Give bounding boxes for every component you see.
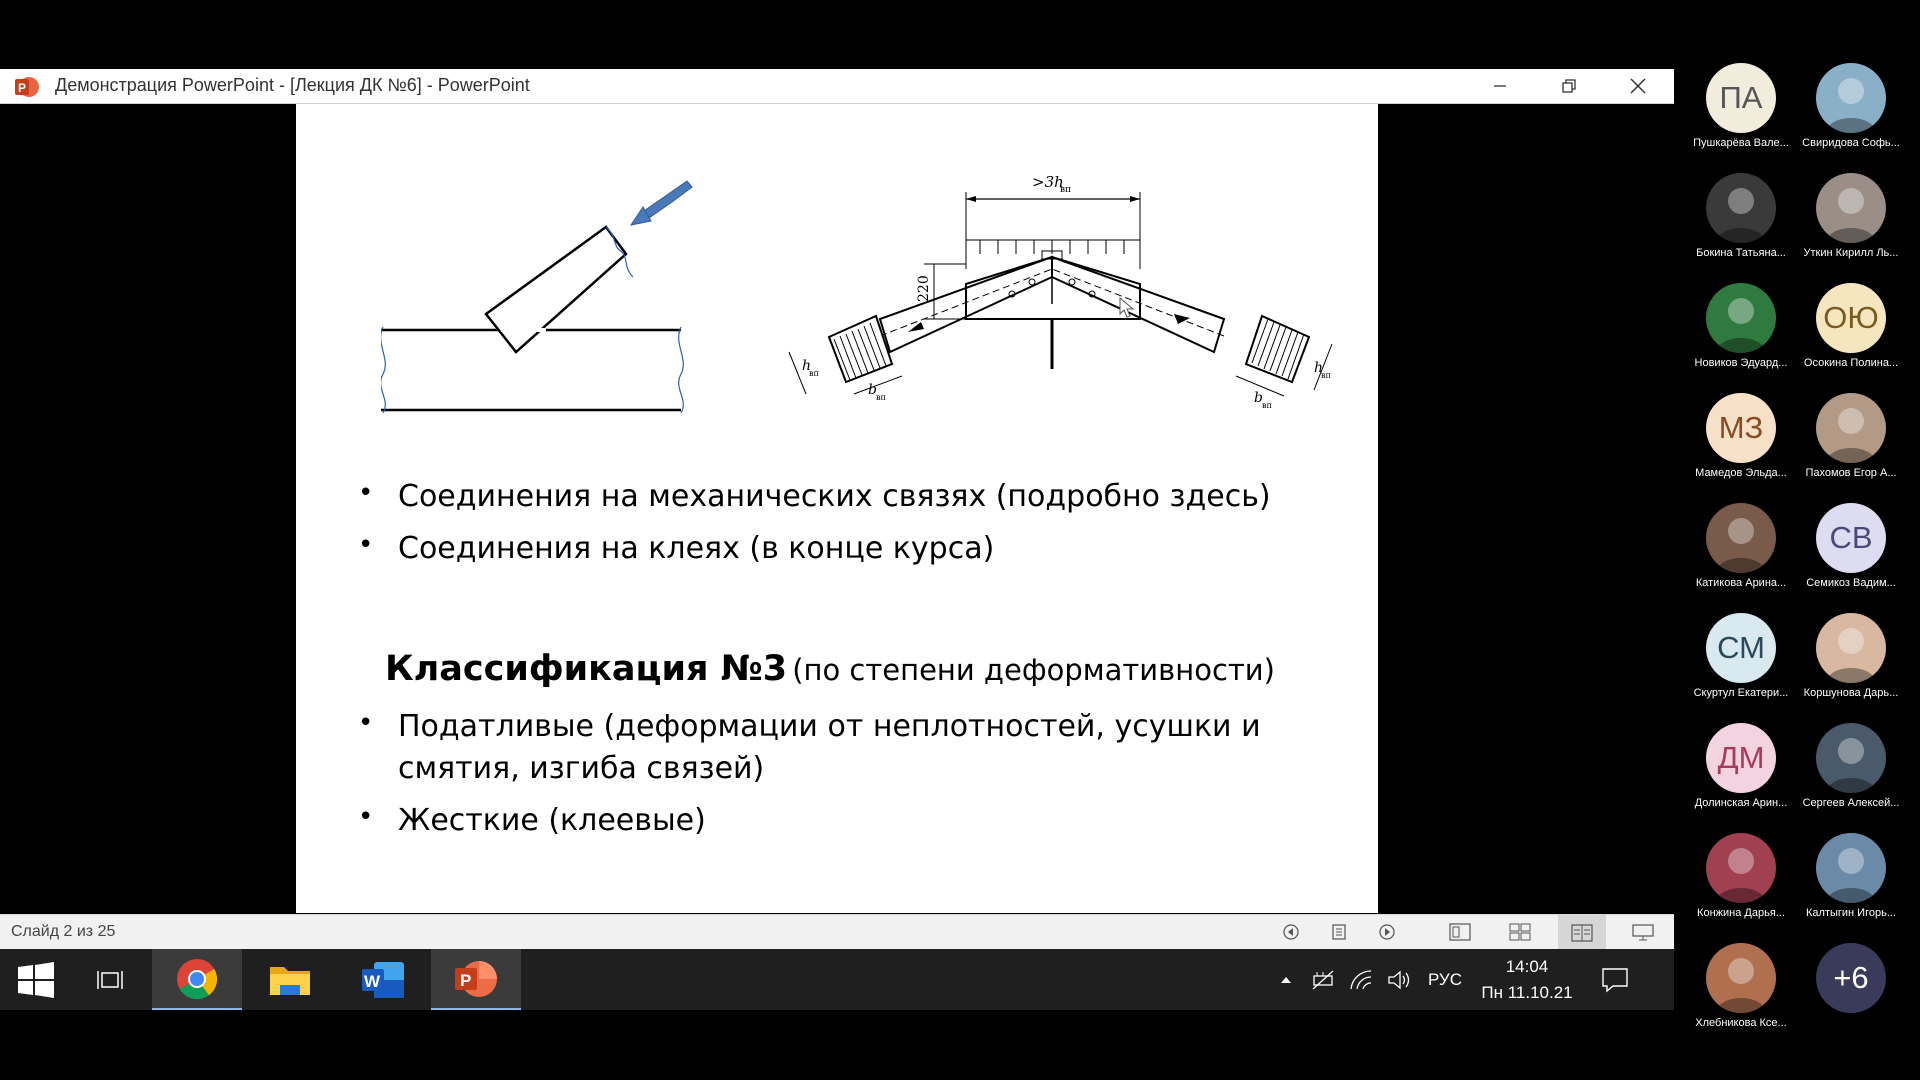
- powerpoint-window: [0, 69, 1674, 949]
- participant-initials: +6: [1833, 960, 1869, 995]
- windows-taskbar: [0, 949, 1674, 1010]
- restore-icon: [1561, 78, 1577, 94]
- participant-photo: [1816, 723, 1886, 793]
- language-indicator[interactable]: РУС: [1427, 969, 1463, 989]
- participant-avatar: [1816, 943, 1886, 1013]
- participant-tile[interactable]: [1686, 613, 1796, 699]
- slideshow-button[interactable]: [1630, 922, 1656, 942]
- participant-name: Хлебникова Ксе...: [1695, 1017, 1787, 1029]
- bullet-symbol: •: [358, 478, 374, 508]
- participant-photo: [1706, 943, 1776, 1013]
- height-dimension-label: 220: [916, 275, 932, 302]
- chevron-up-icon: [1280, 975, 1292, 985]
- slide-counter: Слайд 2 из 25: [11, 923, 116, 940]
- right-section-h-label: h: [1314, 360, 1324, 376]
- participant-tile[interactable]: [1796, 723, 1906, 809]
- participant-tile[interactable]: [1796, 503, 1906, 589]
- bullet-item: [358, 528, 994, 570]
- participant-photo: [1816, 613, 1886, 683]
- next-slide-button[interactable]: [1376, 922, 1398, 942]
- participant-photo: [1706, 833, 1776, 903]
- mouse-cursor-icon: [1119, 297, 1135, 319]
- minimize-button[interactable]: [1466, 69, 1534, 103]
- participant-tile[interactable]: [1686, 63, 1796, 149]
- left-section-h-label: h: [802, 358, 812, 374]
- participant-avatar: [1816, 283, 1886, 353]
- chrome-taskbar-button[interactable]: [152, 949, 242, 1010]
- participant-tile[interactable]: [1686, 283, 1796, 369]
- task-view-icon: [96, 968, 124, 992]
- participant-name: Пушкарёва Вале...: [1693, 137, 1789, 149]
- participant-name: Катикова Арина...: [1695, 577, 1787, 589]
- participant-tile[interactable]: [1686, 833, 1796, 919]
- right-section-b-subscript: вп: [1262, 401, 1272, 410]
- participant-tile[interactable]: [1686, 173, 1796, 259]
- clock-date: Пн 11.10.21: [1481, 982, 1573, 1002]
- action-center-button[interactable]: [1590, 949, 1640, 1010]
- minimize-icon: [1492, 78, 1508, 94]
- participant-name: Сергеев Алексей...: [1802, 797, 1900, 809]
- participant-tile[interactable]: [1686, 943, 1796, 1029]
- powerpoint-icon: [453, 959, 499, 999]
- speaker-icon: [1387, 969, 1413, 991]
- file-explorer-taskbar-button[interactable]: [245, 949, 335, 1010]
- participant-photo: [1816, 833, 1886, 903]
- volume-tray-button[interactable]: [1381, 949, 1419, 1010]
- reading-view-button[interactable]: [1558, 915, 1606, 950]
- bullet-text: Податливые (деформации от неплотностей, усушки и смятия, изгиба связей): [398, 709, 1261, 786]
- participant-photo: [1816, 393, 1886, 463]
- participant-initials: СВ: [1829, 520, 1873, 555]
- participant-tile[interactable]: [1796, 283, 1906, 369]
- participant-name: Конжина Дарья...: [1697, 907, 1785, 919]
- participant-tile[interactable]: [1796, 393, 1906, 479]
- title-bar[interactable]: [0, 69, 1674, 104]
- notes-icon: [1330, 923, 1348, 941]
- close-icon: [1629, 77, 1647, 95]
- participant-avatar: [1706, 63, 1776, 133]
- slide-sorter-button[interactable]: [1507, 922, 1533, 942]
- ridge-joint-drawing: [784, 154, 1364, 439]
- participant-tile[interactable]: [1796, 63, 1906, 149]
- clock-time: 14:04: [1505, 956, 1549, 976]
- participant-photo: [1706, 283, 1776, 353]
- bullet-item: [358, 706, 1298, 790]
- clock-button[interactable]: [1472, 949, 1582, 1010]
- slide-sorter-icon: [1508, 922, 1532, 942]
- right-section-h-subscript: вп: [1321, 371, 1331, 380]
- start-button[interactable]: [0, 949, 72, 1010]
- powerpoint-taskbar-button[interactable]: [431, 949, 521, 1010]
- bullet-item: [358, 800, 706, 842]
- powerpoint-logo-icon: [14, 76, 38, 96]
- left-section-b-subscript: вп: [876, 393, 886, 402]
- participant-initials: ОЮ: [1823, 300, 1879, 335]
- participant-photo: [1816, 63, 1886, 133]
- participant-name: Скуртул Екатери...: [1693, 687, 1789, 699]
- participant-name: Осокина Полина...: [1803, 357, 1899, 369]
- participant-name: Семикоз Вадим...: [1806, 577, 1896, 589]
- chrome-icon: [175, 957, 219, 1001]
- participant-tile[interactable]: [1686, 723, 1796, 809]
- right-section-b-label: b: [1254, 390, 1263, 406]
- wifi-icon: [1349, 969, 1375, 991]
- participant-initials: МЗ: [1718, 410, 1764, 445]
- word-taskbar-button[interactable]: [338, 949, 428, 1010]
- participant-tile[interactable]: [1796, 173, 1906, 259]
- classification-title: Классификация №3: [385, 649, 788, 689]
- participant-photo: [1706, 173, 1776, 243]
- participant-photo: [1706, 503, 1776, 573]
- next-slide-icon: [1378, 923, 1396, 941]
- participant-initials: СМ: [1717, 630, 1765, 665]
- participant-name: Калтыгин Игорь...: [1806, 907, 1896, 919]
- task-view-button[interactable]: [72, 949, 148, 1010]
- participant-name: Мамедов Эльда...: [1695, 467, 1787, 479]
- participant-photo: [1816, 173, 1886, 243]
- svg-text:W: W: [364, 971, 381, 991]
- bullet-text: Соединения на механических связях (подробно здесь): [398, 479, 1271, 514]
- normal-view-icon: [1448, 922, 1472, 942]
- top-dimension-label: >3h: [1032, 173, 1064, 191]
- notes-button[interactable]: [1328, 922, 1350, 942]
- bullet-text: Жесткие (клеевые): [398, 803, 706, 838]
- classification-heading: [385, 649, 1275, 689]
- participant-avatar: [1706, 723, 1776, 793]
- window-title: Демонстрация PowerPoint - [Лекция ДК №6] - PowerPoint: [55, 75, 530, 95]
- reading-view-icon: [1570, 923, 1594, 943]
- normal-view-button[interactable]: [1447, 922, 1473, 942]
- word-icon: [360, 960, 406, 1000]
- participant-name: Долинская Арин...: [1694, 797, 1788, 809]
- bullet-symbol: •: [358, 802, 374, 832]
- classification-subtitle: (по степени деформативности): [792, 653, 1275, 687]
- left-section-b-label: b: [868, 382, 877, 398]
- participant-name: Бокина Татьяна...: [1696, 247, 1786, 259]
- participant-initials: ПА: [1719, 80, 1763, 115]
- windows-start-icon: [16, 960, 56, 1000]
- participant-initials: ДМ: [1717, 740, 1765, 775]
- restore-button[interactable]: [1535, 69, 1603, 103]
- participant-tile[interactable]: [1796, 943, 1906, 1013]
- close-button[interactable]: [1604, 69, 1672, 103]
- bullet-item: [358, 476, 1271, 518]
- participant-name: Пахомов Егор А...: [1805, 467, 1897, 479]
- show-hidden-icons-button[interactable]: [1270, 949, 1302, 1010]
- slide: [296, 104, 1378, 913]
- top-dimension-subscript: вп: [1060, 185, 1072, 195]
- bullet-text: Соединения на клеях (в конце курса): [398, 531, 995, 566]
- bullet-symbol: •: [358, 530, 374, 560]
- participant-tile[interactable]: [1686, 503, 1796, 589]
- prev-slide-icon: [1282, 923, 1300, 941]
- participant-avatar: [1706, 613, 1776, 683]
- notification-icon: [1601, 967, 1629, 993]
- participant-name: Уткин Кирилл Ль...: [1803, 247, 1899, 259]
- prev-slide-button[interactable]: [1280, 922, 1302, 942]
- participant-tile[interactable]: [1796, 613, 1906, 699]
- bullet-symbol: •: [358, 708, 374, 738]
- participant-name: Коршунова Дарь...: [1803, 687, 1899, 699]
- svg-text:P: P: [18, 81, 27, 95]
- slideshow-icon: [1631, 922, 1655, 942]
- status-bar: [0, 914, 1674, 950]
- joint-sketch-figure: [381, 159, 721, 419]
- participant-tile[interactable]: [1686, 393, 1796, 479]
- network-tray-button[interactable]: [1343, 949, 1381, 1010]
- file-explorer-icon: [268, 961, 312, 999]
- left-section-h-subscript: вп: [809, 369, 819, 378]
- power-plug-icon: [1311, 969, 1337, 991]
- participant-avatar: [1706, 393, 1776, 463]
- participant-name: Новиков Эдуард...: [1694, 357, 1788, 369]
- participant-name: Свиридова Софь...: [1802, 137, 1900, 149]
- participant-avatar: [1816, 503, 1886, 573]
- participant-tile[interactable]: [1796, 833, 1906, 919]
- svg-text:P: P: [460, 970, 472, 990]
- power-tray-button[interactable]: [1305, 949, 1343, 1010]
